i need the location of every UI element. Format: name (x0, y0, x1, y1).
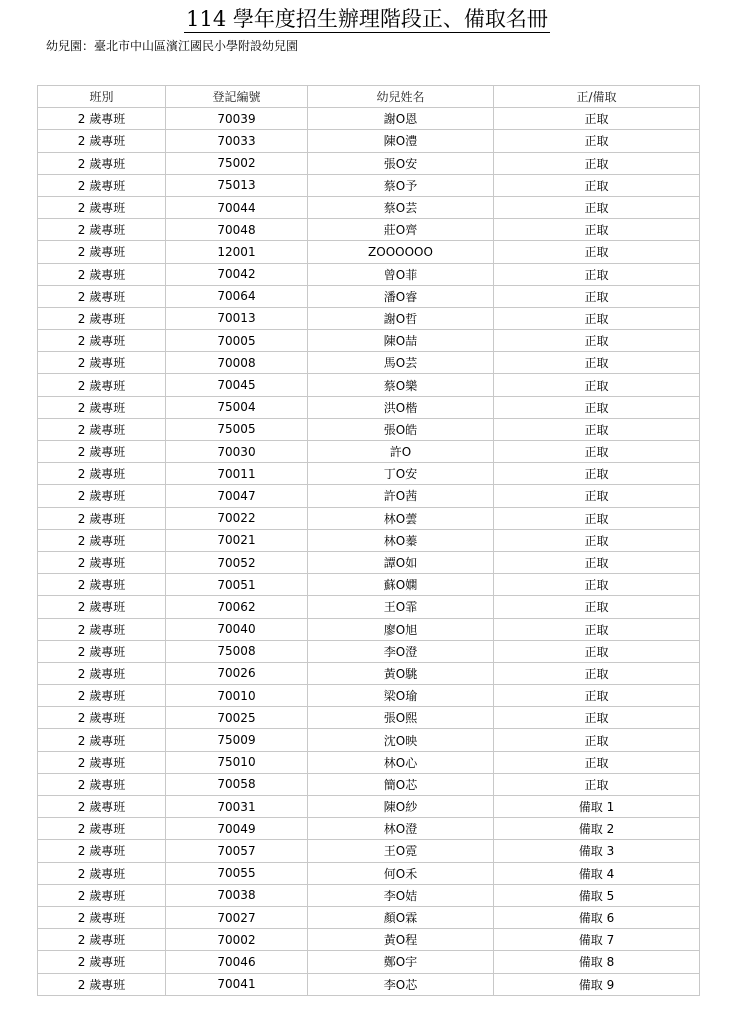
cell-admission-status: 備取 8 (494, 951, 700, 973)
cell-class: 2 歲專班 (38, 307, 166, 329)
cell-registration-number: 70031 (166, 796, 308, 818)
table-row (38, 906, 700, 928)
school-line: 幼兒園：臺北市中山區濱江國民小學附設幼兒園 (46, 39, 299, 53)
cell-class: 2 歲專班 (38, 906, 166, 928)
cell-registration-number: 70048 (166, 219, 308, 241)
cell-admission-status: 正取 (494, 130, 700, 152)
cell-registration-number: 70025 (166, 707, 308, 729)
table-row (38, 507, 700, 529)
cell-admission-status: 正取 (494, 551, 700, 573)
cell-class: 2 歲專班 (38, 862, 166, 884)
cell-child-name: 蔡O予 (308, 174, 494, 196)
table-row (38, 130, 700, 152)
cell-class: 2 歲專班 (38, 929, 166, 951)
cell-class: 2 歲專班 (38, 441, 166, 463)
cell-registration-number: 70062 (166, 596, 308, 618)
cell-registration-number: 70052 (166, 551, 308, 573)
cell-class: 2 歲專班 (38, 707, 166, 729)
cell-admission-status: 正取 (494, 685, 700, 707)
cell-admission-status: 備取 4 (494, 862, 700, 884)
cell-registration-number: 70045 (166, 374, 308, 396)
cell-child-name: 顏O霖 (308, 906, 494, 928)
cell-registration-number: 70011 (166, 463, 308, 485)
table-row (38, 307, 700, 329)
cell-admission-status: 正取 (494, 108, 700, 130)
cell-child-name: 蘇O嫻 (308, 574, 494, 596)
cell-class: 2 歲專班 (38, 241, 166, 263)
cell-class: 2 歲專班 (38, 751, 166, 773)
cell-admission-status: 正取 (494, 174, 700, 196)
cell-class: 2 歲專班 (38, 729, 166, 751)
cell-registration-number: 75013 (166, 174, 308, 196)
cell-admission-status: 正取 (494, 773, 700, 795)
cell-child-name: 曾O菲 (308, 263, 494, 285)
cell-registration-number: 70010 (166, 685, 308, 707)
cell-class: 2 歲專班 (38, 196, 166, 218)
cell-child-name: 黃O程 (308, 929, 494, 951)
cell-child-name: 林O蕓 (308, 507, 494, 529)
cell-child-name: 王O霓 (308, 840, 494, 862)
cell-class: 2 歲專班 (38, 662, 166, 684)
table-row (38, 196, 700, 218)
table-row (38, 418, 700, 440)
cell-registration-number: 70047 (166, 485, 308, 507)
table-row (38, 374, 700, 396)
header-admission-status: 正/備取 (494, 86, 700, 108)
cell-registration-number: 70026 (166, 662, 308, 684)
cell-registration-number: 75010 (166, 751, 308, 773)
cell-class: 2 歲專班 (38, 574, 166, 596)
table-row (38, 685, 700, 707)
cell-admission-status: 正取 (494, 330, 700, 352)
cell-registration-number: 70046 (166, 951, 308, 973)
table-row (38, 662, 700, 684)
cell-registration-number: 70038 (166, 884, 308, 906)
header-class: 班別 (38, 86, 166, 108)
cell-admission-status: 正取 (494, 662, 700, 684)
cell-class: 2 歲專班 (38, 973, 166, 995)
table-row (38, 529, 700, 551)
cell-child-name: 簡O芯 (308, 773, 494, 795)
cell-class: 2 歲專班 (38, 263, 166, 285)
table-row (38, 285, 700, 307)
cell-child-name: 馬O芸 (308, 352, 494, 374)
table-row (38, 241, 700, 263)
cell-class: 2 歲專班 (38, 507, 166, 529)
cell-class: 2 歲專班 (38, 551, 166, 573)
cell-admission-status: 正取 (494, 241, 700, 263)
cell-admission-status: 備取 1 (494, 796, 700, 818)
table-row (38, 152, 700, 174)
cell-registration-number: 70040 (166, 618, 308, 640)
cell-admission-status: 正取 (494, 574, 700, 596)
cell-class: 2 歲專班 (38, 352, 166, 374)
cell-registration-number: 70058 (166, 773, 308, 795)
cell-admission-status: 正取 (494, 507, 700, 529)
cell-child-name: 陳O澧 (308, 130, 494, 152)
cell-registration-number: 70042 (166, 263, 308, 285)
cell-registration-number: 70064 (166, 285, 308, 307)
cell-child-name: 黃O駣 (308, 662, 494, 684)
table-row (38, 818, 700, 840)
cell-child-name: 張O安 (308, 152, 494, 174)
cell-child-name: 何O禾 (308, 862, 494, 884)
cell-class: 2 歲專班 (38, 108, 166, 130)
table-row (38, 929, 700, 951)
cell-class: 2 歲專班 (38, 773, 166, 795)
cell-child-name: 蔡O樂 (308, 374, 494, 396)
cell-class: 2 歲專班 (38, 640, 166, 662)
cell-registration-number: 70022 (166, 507, 308, 529)
cell-child-name: 洪O楷 (308, 396, 494, 418)
cell-child-name: 許O茜 (308, 485, 494, 507)
cell-child-name: 沈O映 (308, 729, 494, 751)
cell-admission-status: 正取 (494, 596, 700, 618)
table-row (38, 751, 700, 773)
cell-admission-status: 正取 (494, 618, 700, 640)
cell-class: 2 歲專班 (38, 840, 166, 862)
table-row (38, 884, 700, 906)
cell-class: 2 歲專班 (38, 618, 166, 640)
cell-admission-status: 正取 (494, 441, 700, 463)
table-row (38, 973, 700, 995)
document-title-text: 114 學年度招生辦理階段正、備取名冊 (186, 7, 548, 31)
table-row (38, 330, 700, 352)
cell-admission-status: 正取 (494, 751, 700, 773)
cell-child-name: 廖O旭 (308, 618, 494, 640)
cell-class: 2 歲專班 (38, 529, 166, 551)
table-row (38, 219, 700, 241)
cell-admission-status: 正取 (494, 485, 700, 507)
cell-registration-number: 70049 (166, 818, 308, 840)
cell-class: 2 歲專班 (38, 152, 166, 174)
table-row (38, 729, 700, 751)
table-row (38, 773, 700, 795)
cell-class: 2 歲專班 (38, 463, 166, 485)
cell-registration-number: 70030 (166, 441, 308, 463)
table-row (38, 618, 700, 640)
table-row (38, 263, 700, 285)
cell-admission-status: 備取 7 (494, 929, 700, 951)
table-row (38, 441, 700, 463)
cell-child-name: 蔡O芸 (308, 196, 494, 218)
cell-child-name: ZOOOOOO (308, 241, 494, 263)
cell-child-name: 潘O睿 (308, 285, 494, 307)
cell-child-name: 林O蓁 (308, 529, 494, 551)
cell-registration-number: 75008 (166, 640, 308, 662)
cell-class: 2 歲專班 (38, 596, 166, 618)
cell-registration-number: 75002 (166, 152, 308, 174)
table-row (38, 840, 700, 862)
cell-class: 2 歲專班 (38, 884, 166, 906)
cell-admission-status: 正取 (494, 263, 700, 285)
cell-registration-number: 75005 (166, 418, 308, 440)
table-header-row (38, 86, 700, 108)
table-row (38, 396, 700, 418)
document-title (0, 6, 734, 32)
cell-admission-status: 備取 2 (494, 818, 700, 840)
table-row (38, 463, 700, 485)
cell-child-name: 梁O瑜 (308, 685, 494, 707)
cell-class: 2 歲專班 (38, 130, 166, 152)
cell-registration-number: 70057 (166, 840, 308, 862)
cell-admission-status: 正取 (494, 418, 700, 440)
table-row (38, 640, 700, 662)
table-row (38, 862, 700, 884)
table-row (38, 108, 700, 130)
cell-child-name: 李O芯 (308, 973, 494, 995)
cell-admission-status: 正取 (494, 640, 700, 662)
cell-class: 2 歲專班 (38, 396, 166, 418)
cell-admission-status: 正取 (494, 285, 700, 307)
cell-class: 2 歲專班 (38, 374, 166, 396)
cell-registration-number: 70008 (166, 352, 308, 374)
cell-child-name: 陳O紗 (308, 796, 494, 818)
cell-admission-status: 正取 (494, 707, 700, 729)
cell-child-name: 陳O喆 (308, 330, 494, 352)
cell-child-name: 李O澄 (308, 640, 494, 662)
cell-admission-status: 備取 9 (494, 973, 700, 995)
cell-admission-status: 正取 (494, 307, 700, 329)
cell-child-name: 張O熙 (308, 707, 494, 729)
cell-registration-number: 70005 (166, 330, 308, 352)
cell-class: 2 歲專班 (38, 485, 166, 507)
table-row (38, 485, 700, 507)
cell-registration-number: 70002 (166, 929, 308, 951)
cell-class: 2 歲專班 (38, 685, 166, 707)
cell-registration-number: 12001 (166, 241, 308, 263)
table-row (38, 951, 700, 973)
cell-child-name: 謝O哲 (308, 307, 494, 329)
cell-admission-status: 備取 3 (494, 840, 700, 862)
cell-class: 2 歲專班 (38, 818, 166, 840)
cell-registration-number: 70033 (166, 130, 308, 152)
cell-admission-status: 正取 (494, 196, 700, 218)
cell-class: 2 歲專班 (38, 418, 166, 440)
cell-admission-status: 備取 5 (494, 884, 700, 906)
cell-registration-number: 70044 (166, 196, 308, 218)
cell-registration-number: 75004 (166, 396, 308, 418)
table-row (38, 574, 700, 596)
table-row (38, 707, 700, 729)
cell-child-name: 鄭O宇 (308, 951, 494, 973)
cell-child-name: 林O澄 (308, 818, 494, 840)
cell-class: 2 歲專班 (38, 174, 166, 196)
table-row (38, 352, 700, 374)
cell-registration-number: 70013 (166, 307, 308, 329)
cell-child-name: 王O霏 (308, 596, 494, 618)
cell-admission-status: 正取 (494, 152, 700, 174)
cell-admission-status: 正取 (494, 529, 700, 551)
cell-admission-status: 正取 (494, 219, 700, 241)
cell-registration-number: 70021 (166, 529, 308, 551)
cell-class: 2 歲專班 (38, 796, 166, 818)
cell-registration-number: 70055 (166, 862, 308, 884)
cell-registration-number: 70051 (166, 574, 308, 596)
cell-child-name: 張O皓 (308, 418, 494, 440)
cell-child-name: 丁O安 (308, 463, 494, 485)
cell-admission-status: 正取 (494, 463, 700, 485)
cell-child-name: 譚O如 (308, 551, 494, 573)
cell-class: 2 歲專班 (38, 330, 166, 352)
admission-roster-table (37, 85, 700, 996)
cell-child-name: 李O姞 (308, 884, 494, 906)
cell-admission-status: 正取 (494, 396, 700, 418)
cell-registration-number: 70041 (166, 973, 308, 995)
cell-child-name: 許O (308, 441, 494, 463)
table-row (38, 551, 700, 573)
header-child-name: 幼兒姓名 (308, 86, 494, 108)
cell-registration-number: 70027 (166, 906, 308, 928)
table-row (38, 174, 700, 196)
cell-admission-status: 正取 (494, 374, 700, 396)
cell-child-name: 莊O齊 (308, 219, 494, 241)
table-body (38, 108, 700, 996)
cell-registration-number: 75009 (166, 729, 308, 751)
cell-admission-status: 正取 (494, 729, 700, 751)
cell-class: 2 歲專班 (38, 285, 166, 307)
cell-child-name: 謝O恩 (308, 108, 494, 130)
cell-child-name: 林O心 (308, 751, 494, 773)
header-registration-number: 登記編號 (166, 86, 308, 108)
table-row (38, 596, 700, 618)
cell-registration-number: 70039 (166, 108, 308, 130)
cell-class: 2 歲專班 (38, 219, 166, 241)
cell-admission-status: 正取 (494, 352, 700, 374)
table-row (38, 796, 700, 818)
cell-admission-status: 備取 6 (494, 906, 700, 928)
cell-class: 2 歲專班 (38, 951, 166, 973)
